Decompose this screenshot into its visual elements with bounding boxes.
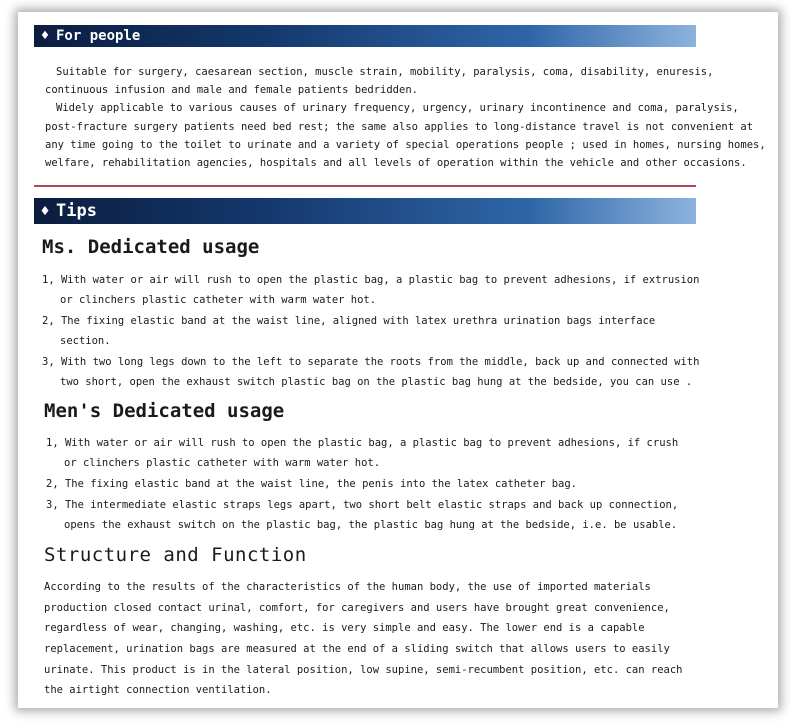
ms-usage-line: two short, open the exhaust switch plastic bag on the plastic bag hung at the bedside, you can use . <box>60 376 693 388</box>
men-usage-line: opens the exhaust switch on the plastic bag, the plastic bag hung at the bedside, i.e. be usable. <box>64 519 678 531</box>
men-usage-line: 3, The intermediate elastic straps legs apart, two short belt elastic straps and back up connection, <box>46 499 679 511</box>
section-divider <box>34 185 696 187</box>
ms-usage-line: or clinchers plastic catheter with warm water hot. <box>60 294 377 306</box>
ms-usage-line: section. <box>60 335 111 347</box>
ms-usage-line: 3, With two long legs down to the left to separate the roots from the middle, back up and connected with <box>42 356 700 368</box>
for-people-line: Widely applicable to various causes of urinary frequency, urgency, urinary incontinence and coma, paralysis, <box>56 102 739 114</box>
men-usage-line: 2, The fixing elastic band at the waist line, the penis into the latex catheter bag. <box>46 478 578 490</box>
diamond-icon: ♦ <box>40 28 50 44</box>
structure-title: Structure and Function <box>44 544 307 566</box>
structure-line: the airtight connection ventilation. <box>44 684 272 696</box>
men-usage-title: Men's Dedicated usage <box>44 400 285 422</box>
for-people-header-bar <box>34 25 696 47</box>
for-people-line: post-fracture surgery patients need bed rest; the same also applies to long-distance travel is not convenient at <box>45 121 754 133</box>
structure-line: replacement, urination bags are measured at the end of a sliding switch that allows users to easily <box>44 643 670 655</box>
structure-line: urinate. This product is in the lateral position, low supine, semi-recumbent position, etc. can reach <box>44 664 683 676</box>
structure-line: According to the results of the characteristics of the human body, the use of imported materials <box>44 581 651 593</box>
tips-header-bar <box>34 198 696 224</box>
for-people-line: continuous infusion and male and female patients bedridden. <box>45 84 418 96</box>
structure-line: regardless of wear, changing, washing, etc. is very simple and easy. The lower end is a capable <box>44 622 645 634</box>
structure-line: production closed contact urinal, comfort, for caregivers and users have brought great convenience, <box>44 602 670 614</box>
diamond-icon: ♦ <box>40 202 50 220</box>
for-people-line: welfare, rehabilitation agencies, hospitals and all levels of operation within the vehicle and other occasions. <box>45 157 747 169</box>
for-people-line: any time going to the toilet to urinate and a variety of special operations people ; used in homes, nursing homes, <box>45 139 766 151</box>
men-usage-line: or clinchers plastic catheter with warm water hot. <box>64 457 381 469</box>
men-usage-line: 1, With water or air will rush to open the plastic bag, a plastic bag to prevent adhesions, if crush <box>46 437 679 449</box>
ms-usage-title: Ms. Dedicated usage <box>42 236 260 258</box>
tips-heading: Tips <box>56 201 97 221</box>
ms-usage-line: 1, With water or air will rush to open the plastic bag, a plastic bag to prevent adhesions, if extrusion <box>42 274 700 286</box>
for-people-heading: For people <box>56 28 141 44</box>
ms-usage-line: 2, The fixing elastic band at the waist line, aligned with latex urethra urination bags interface <box>42 315 656 327</box>
for-people-line: Suitable for surgery, caesarean section, muscle strain, mobility, paralysis, coma, disability, enuresis, <box>56 66 714 78</box>
